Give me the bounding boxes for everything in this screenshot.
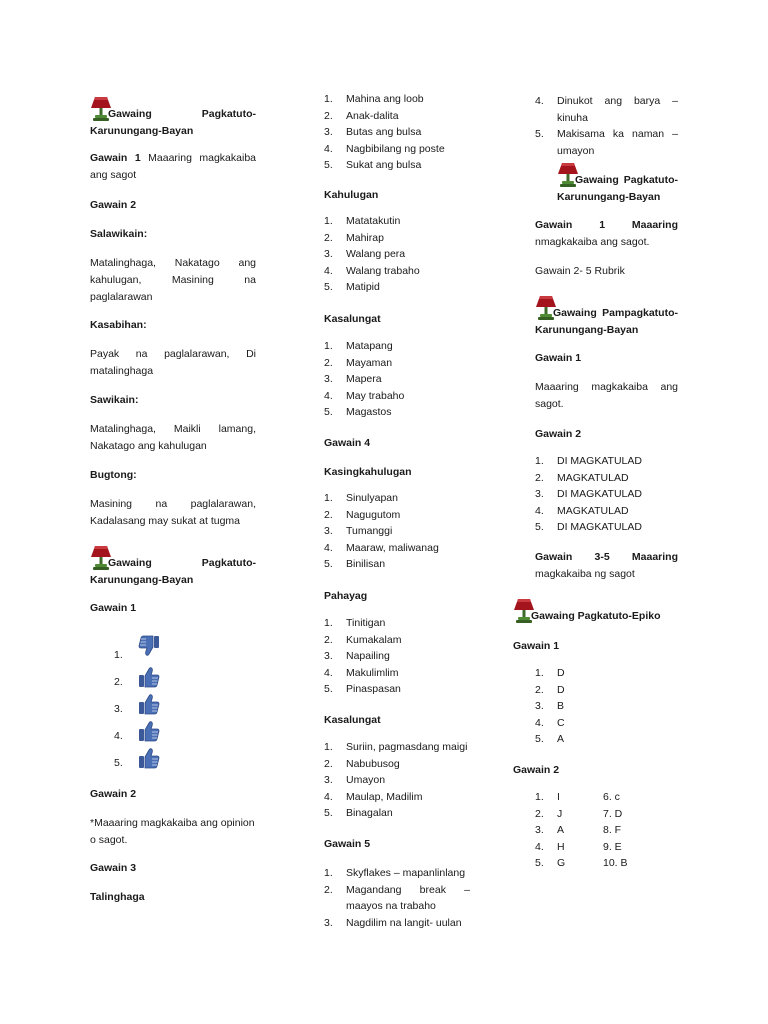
term-heading: Talinghaga [90, 891, 145, 903]
paragraph-text: Gawain 3-5 Maaaring [535, 551, 678, 563]
list-number: 1. [324, 617, 333, 629]
list-item [535, 667, 683, 684]
paragraph-line: Nakatago ang kahulugan [90, 440, 207, 452]
list-text: B [557, 700, 565, 712]
list-item [324, 215, 470, 232]
list-number: 5. [535, 733, 544, 745]
paragraph-line [535, 549, 678, 566]
list-item [324, 390, 470, 407]
list-text: Matatakutin [346, 215, 401, 227]
list-number: 1. [324, 867, 333, 879]
paragraph-line: Payak na paglalarawan, Di [90, 348, 256, 360]
list-number: 3. [324, 525, 333, 537]
list-number: 5. [535, 128, 544, 140]
list-text: MAGKATULAD [557, 504, 629, 517]
paragraph-text: Maaaring magkakaiba [148, 152, 257, 164]
list-item-continued: maayos na trabaho [346, 900, 436, 912]
list-text: Makulimlim [346, 666, 399, 679]
paragraph-line: Kadalasang may sukat at tugma [90, 515, 241, 527]
list-text: Binilisan [346, 558, 386, 570]
activity-heading: Gawain 1 [90, 602, 137, 614]
list-item [324, 525, 470, 542]
term-heading: Sawikain: [90, 394, 139, 406]
list-item [324, 357, 470, 374]
list-number: 4. [114, 730, 123, 742]
paragraph-line: o sagot. [90, 834, 128, 846]
list-text: Dinukot ang barya – [557, 95, 678, 107]
list-number: 4. [324, 142, 333, 155]
list-text: Matipid [346, 281, 380, 293]
paragraph-line: Maaaring magkakaiba ang [535, 381, 678, 393]
paragraph-line: nmagkakaiba ang sagot. [535, 236, 650, 248]
list-text: Tumanggi [346, 525, 393, 537]
list-item [324, 93, 470, 110]
list-number: 5. [324, 281, 333, 293]
list-number: 4. [324, 790, 333, 803]
paragraph-line [535, 217, 678, 234]
list-number: 5. [535, 521, 544, 533]
list-item [324, 791, 470, 808]
list-text: Nagugutom [346, 508, 401, 521]
list-text: Mahina ang loob [346, 93, 424, 105]
list-number: 5. [324, 406, 333, 418]
list-item [324, 110, 470, 127]
list-item [535, 455, 678, 472]
header-title: Gawaing Pagkatuto-Epiko [531, 610, 661, 622]
term-heading: Bugtong: [90, 469, 137, 481]
header-line2: Karunungang-Bayan [535, 324, 639, 336]
list-text: Sinulyapan [346, 492, 398, 504]
answer-a: H [557, 840, 565, 853]
list-text: Magandang break – [346, 883, 470, 896]
list-text: DI MAGKATULAD [557, 455, 642, 467]
list-number: 4. [324, 264, 333, 277]
list-text: Nagdilim na langit- uulan [346, 917, 462, 929]
list-number: 2. [324, 633, 333, 646]
paragraph-line: matalinghaga [90, 365, 154, 377]
list-item-continued: umayon [557, 144, 595, 157]
list-number: 1. [324, 215, 333, 227]
list-number: 4. [535, 504, 544, 517]
activity-heading: Gawain 1 [535, 352, 582, 364]
header-line2: Karunungang-Bayan [557, 191, 661, 203]
list-text: Walang trabaho [346, 264, 420, 277]
list-item [535, 700, 683, 717]
list-text: Butas ang bulsa [346, 126, 422, 138]
list-text: Umayon [346, 774, 386, 786]
list-text: DI MAGKATULAD [557, 521, 642, 533]
list-number: 1. [324, 340, 333, 352]
list-text: Kumakalam [346, 633, 402, 646]
activity-heading: Gawain 4 [324, 437, 371, 449]
list-number: 3. [324, 248, 333, 260]
thumbs-up-icon [138, 719, 160, 743]
list-number: 2. [324, 231, 333, 244]
list-item [324, 159, 470, 176]
term-heading: Kasalungat [324, 714, 381, 726]
list-number: 4. [324, 666, 333, 679]
paragraph-line: paglalarawan [90, 291, 153, 303]
paragraph [90, 150, 256, 167]
list-item [324, 265, 470, 282]
activity-heading: Gawain 2 [90, 199, 137, 211]
list-item [324, 683, 470, 700]
list-text: Pinaspasan [346, 683, 401, 695]
list-item [324, 509, 470, 526]
paragraph-line: Matalinghaga, Nakatago ang [90, 257, 256, 269]
paragraph-line: sagot. [535, 398, 564, 410]
list-item [535, 684, 683, 701]
list-number: 5. [324, 159, 333, 171]
list-text: Sukat ang bulsa [346, 159, 422, 171]
activity-heading: Gawain 2 [90, 788, 137, 800]
list-item [324, 558, 470, 575]
list-number: 2. [114, 676, 123, 688]
answer-a: I [557, 791, 560, 803]
list-text: Maaraw, maliwanag [346, 541, 439, 554]
list-text: Skyflakes – mapanlinlang [346, 867, 466, 879]
list-text: Tinitigan [346, 617, 386, 629]
thumbs-up-icon [138, 692, 160, 716]
paragraph-line: Matalinghaga, Maikli lamang, [90, 423, 256, 435]
header-word: Pagkatuto- [201, 108, 256, 120]
list-item [535, 824, 683, 841]
list-text: A [557, 733, 565, 745]
list-text: Nagbibilang ng poste [346, 142, 445, 155]
term-heading: Pahayag [324, 590, 368, 602]
answer-b: 9. E [603, 840, 622, 853]
list-text: Suriin, pagmasdang maigi [346, 741, 468, 753]
thumbs-up-icon [138, 665, 160, 689]
list-number: 1. [324, 93, 333, 105]
list-item [324, 281, 470, 298]
list-number: 1. [324, 741, 333, 753]
list-item [324, 617, 470, 634]
list-number: 4. [535, 840, 544, 853]
term-heading: Kahulugan [324, 189, 379, 201]
term-heading: Salawikain: [90, 228, 148, 240]
list-text: Nabubusog [346, 757, 400, 770]
list-item [324, 741, 470, 758]
answer-b: 6. c [603, 791, 620, 803]
term-heading: Kasalungat [324, 313, 381, 325]
list-number: 2. [324, 508, 333, 521]
paragraph-line: magkakaiba ng sagot [535, 568, 635, 580]
list-text: D [557, 683, 565, 696]
list-number: 4. [324, 389, 333, 402]
list-text: MAGKATULAD [557, 471, 629, 484]
answer-a: G [557, 857, 566, 869]
list-item [535, 841, 683, 858]
list-number: 3. [114, 703, 123, 715]
list-item [535, 488, 678, 505]
list-item [535, 791, 683, 808]
list-item-continued: kinuha [557, 111, 588, 124]
list-item [324, 634, 470, 651]
list-number: 2. [535, 807, 544, 820]
answer-b: 10. B [603, 857, 628, 869]
list-item [324, 373, 470, 390]
answer-b: 8. F [603, 824, 622, 836]
list-item [324, 232, 470, 249]
paragraph-line: ang sagot [90, 169, 137, 181]
header-word: Gawaing [108, 108, 152, 120]
thumb-list [114, 634, 214, 774]
list-item [535, 717, 683, 734]
list-text: Mapera [346, 373, 382, 385]
list-item [324, 667, 470, 684]
term-heading: Kasingkahulugan [324, 466, 412, 478]
paragraph-line: *Maaaring magkakaiba ang opinion [90, 817, 255, 829]
list-item [324, 758, 470, 775]
list-text: Matapang [346, 340, 393, 352]
list-item [324, 650, 470, 667]
list-item [324, 143, 470, 160]
list-text: Makisama ka naman – [557, 128, 678, 140]
list-text: Mahirap [346, 231, 384, 244]
list-item [324, 126, 470, 143]
list-text: Magastos [346, 406, 392, 418]
list-number: 1. [535, 455, 544, 467]
list-text: May trabaho [346, 389, 405, 402]
list-number: 3. [324, 917, 333, 929]
answer-a: A [557, 824, 565, 836]
list-number: 3. [535, 700, 544, 712]
term-heading: Kasabihan: [90, 319, 147, 331]
header-word: Pampagkatuto- [602, 307, 678, 319]
list-item [324, 542, 470, 559]
list-number: 2. [535, 683, 544, 696]
list-item [324, 406, 470, 423]
list-text: Maulap, Madilim [346, 790, 423, 803]
list-item [324, 774, 470, 791]
list-item [535, 521, 678, 538]
list-number: 1. [535, 791, 544, 803]
thumbs-down-icon [138, 634, 160, 658]
list-item [535, 472, 678, 489]
list-item [324, 248, 470, 265]
list-item [535, 505, 678, 522]
list-number: 1. [535, 667, 544, 679]
list-number: 5. [324, 558, 333, 570]
thumbs-up-icon [138, 746, 160, 770]
list-number: 3. [324, 774, 333, 786]
list-number: 2. [324, 356, 333, 369]
list-number: 3. [324, 126, 333, 138]
header-word: Pagkatuto- [623, 174, 678, 186]
header-word: Gawaing [575, 174, 619, 186]
list-number: 5. [324, 807, 333, 819]
list-number: 1. [114, 649, 123, 661]
answer-a: J [557, 807, 563, 820]
list-item [324, 807, 470, 824]
list-item [535, 808, 683, 825]
list-text: Mayaman [346, 356, 393, 369]
activity-heading: Gawain 1 [513, 640, 560, 652]
list-text: Binagalan [346, 807, 393, 819]
paragraph-line: Masining na paglalarawan, [90, 498, 256, 510]
activity-label: Gawain 1 [90, 152, 141, 164]
list-number: 4. [535, 716, 544, 729]
list-number: 1. [324, 492, 333, 504]
list-text: D [557, 667, 565, 679]
paragraph-line: kahulugan, Masining na [90, 274, 256, 286]
list-item [535, 733, 683, 750]
header-line2: Karunungang-Bayan [90, 125, 194, 137]
list-number: 4. [324, 541, 333, 554]
header-word: Pagkatuto- [201, 557, 256, 569]
list-text: Walang pera [346, 248, 406, 260]
list-number: 3. [535, 488, 544, 500]
header-word: Gawaing [553, 307, 597, 319]
list-number: 5. [535, 857, 544, 869]
list-item [535, 857, 683, 874]
header-word: Gawaing [108, 557, 152, 569]
activity-heading: Gawain 2 [535, 428, 582, 440]
list-number: 2. [324, 883, 333, 896]
list-text: C [557, 716, 565, 729]
list-number: 2. [535, 471, 544, 484]
list-number: 5. [324, 683, 333, 695]
list-number: 2. [324, 109, 333, 122]
list-text: Anak-dalita [346, 109, 399, 122]
list-number: 5. [114, 757, 123, 769]
answer-b: 7. D [603, 807, 623, 820]
list-text: Napailing [346, 650, 390, 662]
list-text: DI MAGKATULAD [557, 488, 642, 500]
list-item [324, 492, 470, 509]
activity-heading: Gawain 5 [324, 838, 371, 850]
activity-heading: Gawain 3 [90, 862, 137, 874]
paragraph-line: Gawain 2- 5 Rubrik [535, 265, 625, 277]
header-line2: Karunungang-Bayan [90, 574, 194, 586]
activity-heading: Gawain 2 [513, 764, 560, 776]
list-number: 2. [324, 757, 333, 770]
paragraph-text: Gawain 1 Maaaring [535, 219, 678, 231]
list-number: 3. [324, 650, 333, 662]
list-number: 3. [535, 824, 544, 836]
list-item [324, 340, 470, 357]
list-number: 4. [535, 95, 544, 107]
list-number: 3. [324, 373, 333, 385]
